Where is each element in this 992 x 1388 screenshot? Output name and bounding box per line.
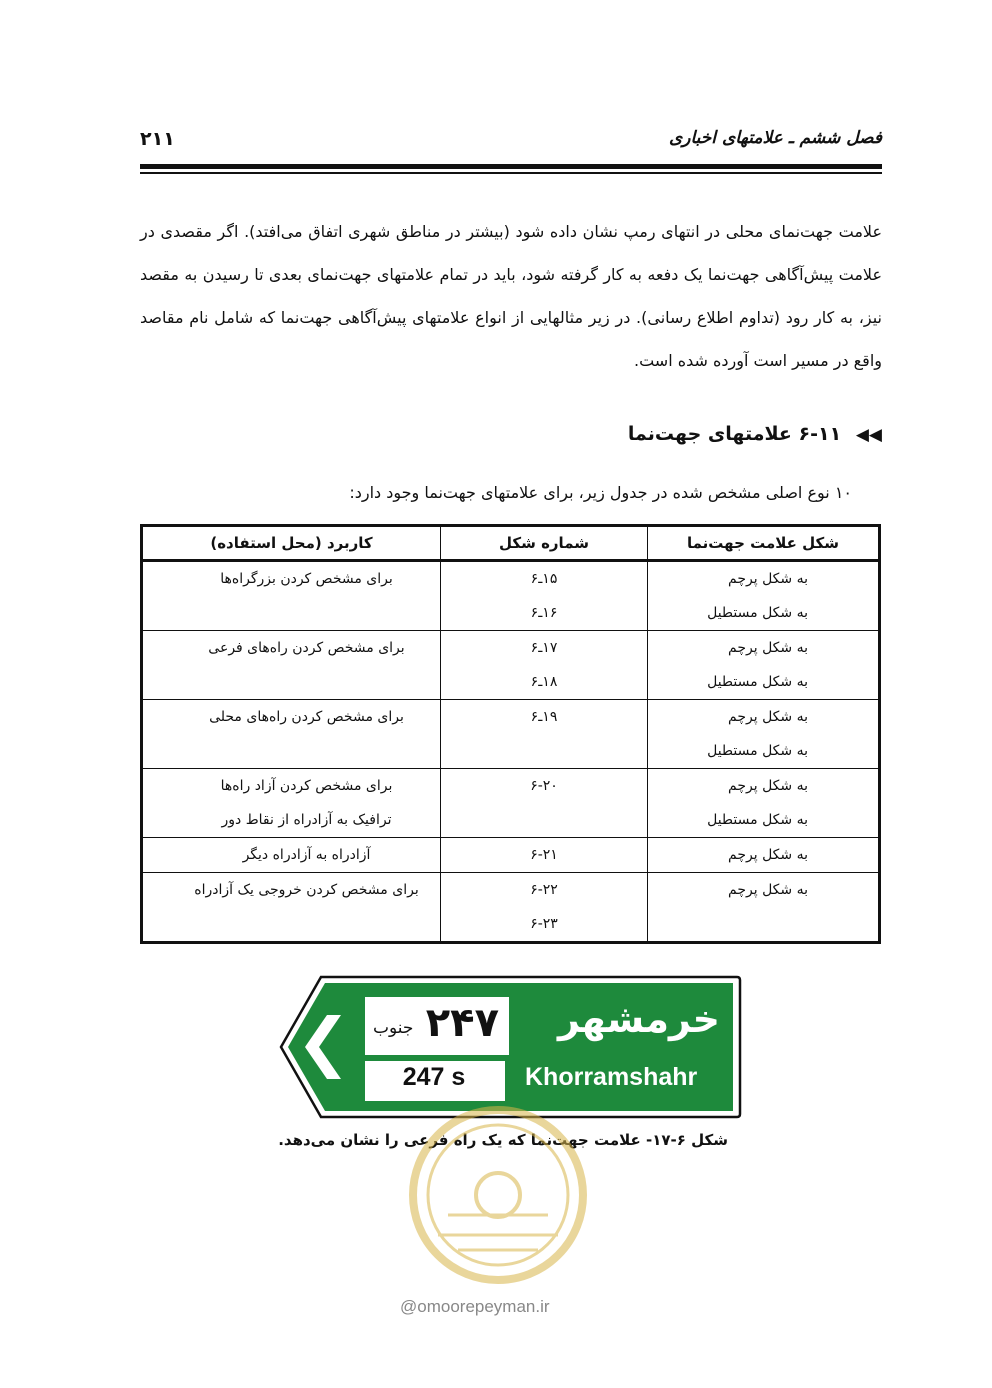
usage-cell [142,700,441,769]
header-rule-thin [140,172,882,174]
figure-number: ۱۵ـ۶ [530,571,558,587]
destination-fa: خرمشهر [558,997,720,1041]
shape-cell [648,700,880,769]
header-usage: کاربرد (محل استفاده) [142,526,441,561]
figure-number: ۶-۲۳ [530,916,558,932]
figure-number-cell [441,873,648,943]
table-row [142,700,880,769]
figure-caption: شکل ۶-۱۷- علامت جهت‌نما که یک راه فرعی را نشان می‌دهد. [278,1131,728,1149]
header-figure-number: شماره شکل [441,526,648,561]
shape: به شکل پرچم [728,709,808,725]
figure-number-cell [441,561,648,631]
table-row [142,631,880,700]
usage-cell [142,561,441,631]
header-shape: شکل علامت جهت‌نما [648,526,880,561]
route-fa [367,1000,507,1054]
shape: به شکل پرچم [728,847,808,863]
shape: به شکل مستطیل [707,743,808,759]
figure-number-cell [441,700,648,769]
shape: به شکل پرچم [728,778,808,794]
section-heading [628,423,882,445]
body-paragraph: علامت جهت‌نمای محلی در انتهای رمپ نشان داده شود (بیشتر در مناطق شهری اتفاق می‌افتد). اگر مقصدی در علامت پیش‌آگاهی جهت‌نما یک دفعه به کار گرفته شود، باید در تمام علامتهای جهت‌نمای بعدی تا رسیدن به مقصد نیز، به کار رود (تداوم اطلاع رسانی). در زیر مثالهایی از انواع علامتهای پیش‌آگاهی جهت‌نما که شامل نام مقاصد واقع در مسیر است آورده شده است. [140,222,882,370]
usage: برای مشخص کردن راه‌های محلی [209,709,404,725]
table-row [142,769,880,838]
figure-number-cell [441,631,648,700]
usage: برای مشخص کردن بزرگراه‌ها [220,571,393,587]
header-rule-thick [140,164,882,169]
section-title: علامتهای جهت‌نما [627,423,792,445]
route-en: 247 s [402,1063,466,1091]
shape: به شکل پرچم [728,640,808,656]
table-intro: ۱۰ نوع اصلی مشخص شده در جدول زیر، برای علامتهای جهت‌نما وجود دارد: [349,483,852,502]
sign-types-table [140,524,881,944]
page-header [140,126,882,156]
route-number-fa: ۲۴۷ [425,1000,499,1046]
watermark-text: @omoorepeyman.ir [400,1297,550,1316]
figure-number: ۶-۲۰ [530,778,558,794]
figure-number-cell [441,838,648,873]
usage-cell [142,631,441,700]
usage: برای مشخص کردن آزاد راه‌ها [220,778,393,794]
usage: آزادراه به آزادراه دیگر [242,847,371,863]
table-row [142,873,880,943]
usage: برای مشخص کردن راه‌های فرعی [208,640,405,656]
usage: ترافیک به آزادراه از نقاط دور [221,812,392,828]
shape-cell [648,769,880,838]
table-header-row [142,526,880,561]
shape-cell [648,873,880,943]
shape: به شکل مستطیل [707,812,808,828]
shape-cell [648,631,880,700]
shape: به شکل پرچم [728,882,808,898]
shape: به شکل مستطیل [707,674,808,690]
usage: برای مشخص کردن خروجی یک آزادراه [194,882,419,898]
shape: به شکل پرچم [728,571,808,587]
shape-cell [648,561,880,631]
figure-number: ۶-۲۲ [530,882,558,898]
usage-cell [142,838,441,873]
watermark-seal-icon [388,1085,608,1285]
figure-number: ۱۷ـ۶ [530,640,558,656]
route-direction-fa: جنوب [373,1018,414,1038]
usage-cell [142,769,441,838]
figure-number: ۱۹ـ۶ [530,709,558,725]
usage-cell [142,873,441,943]
double-arrow-icon: ◀◀ [855,425,882,445]
shape: به شکل مستطیل [707,605,808,621]
page-number: ۲۱۱ [140,128,175,150]
table-row [142,838,880,873]
destination-en: Khorramshahr [525,1063,698,1091]
chapter-title: فصل ششم ـ علامتهای اخباری [668,128,882,148]
figure-number-cell [441,769,648,838]
table-row [142,561,880,631]
figure-number: ۶-۲۱ [530,847,558,863]
figure-number: ۱۸ـ۶ [530,674,558,690]
section-number: ۶-۱۱ [798,423,842,445]
shape-cell [648,838,880,873]
figure-number: ۱۶ـ۶ [530,605,558,621]
